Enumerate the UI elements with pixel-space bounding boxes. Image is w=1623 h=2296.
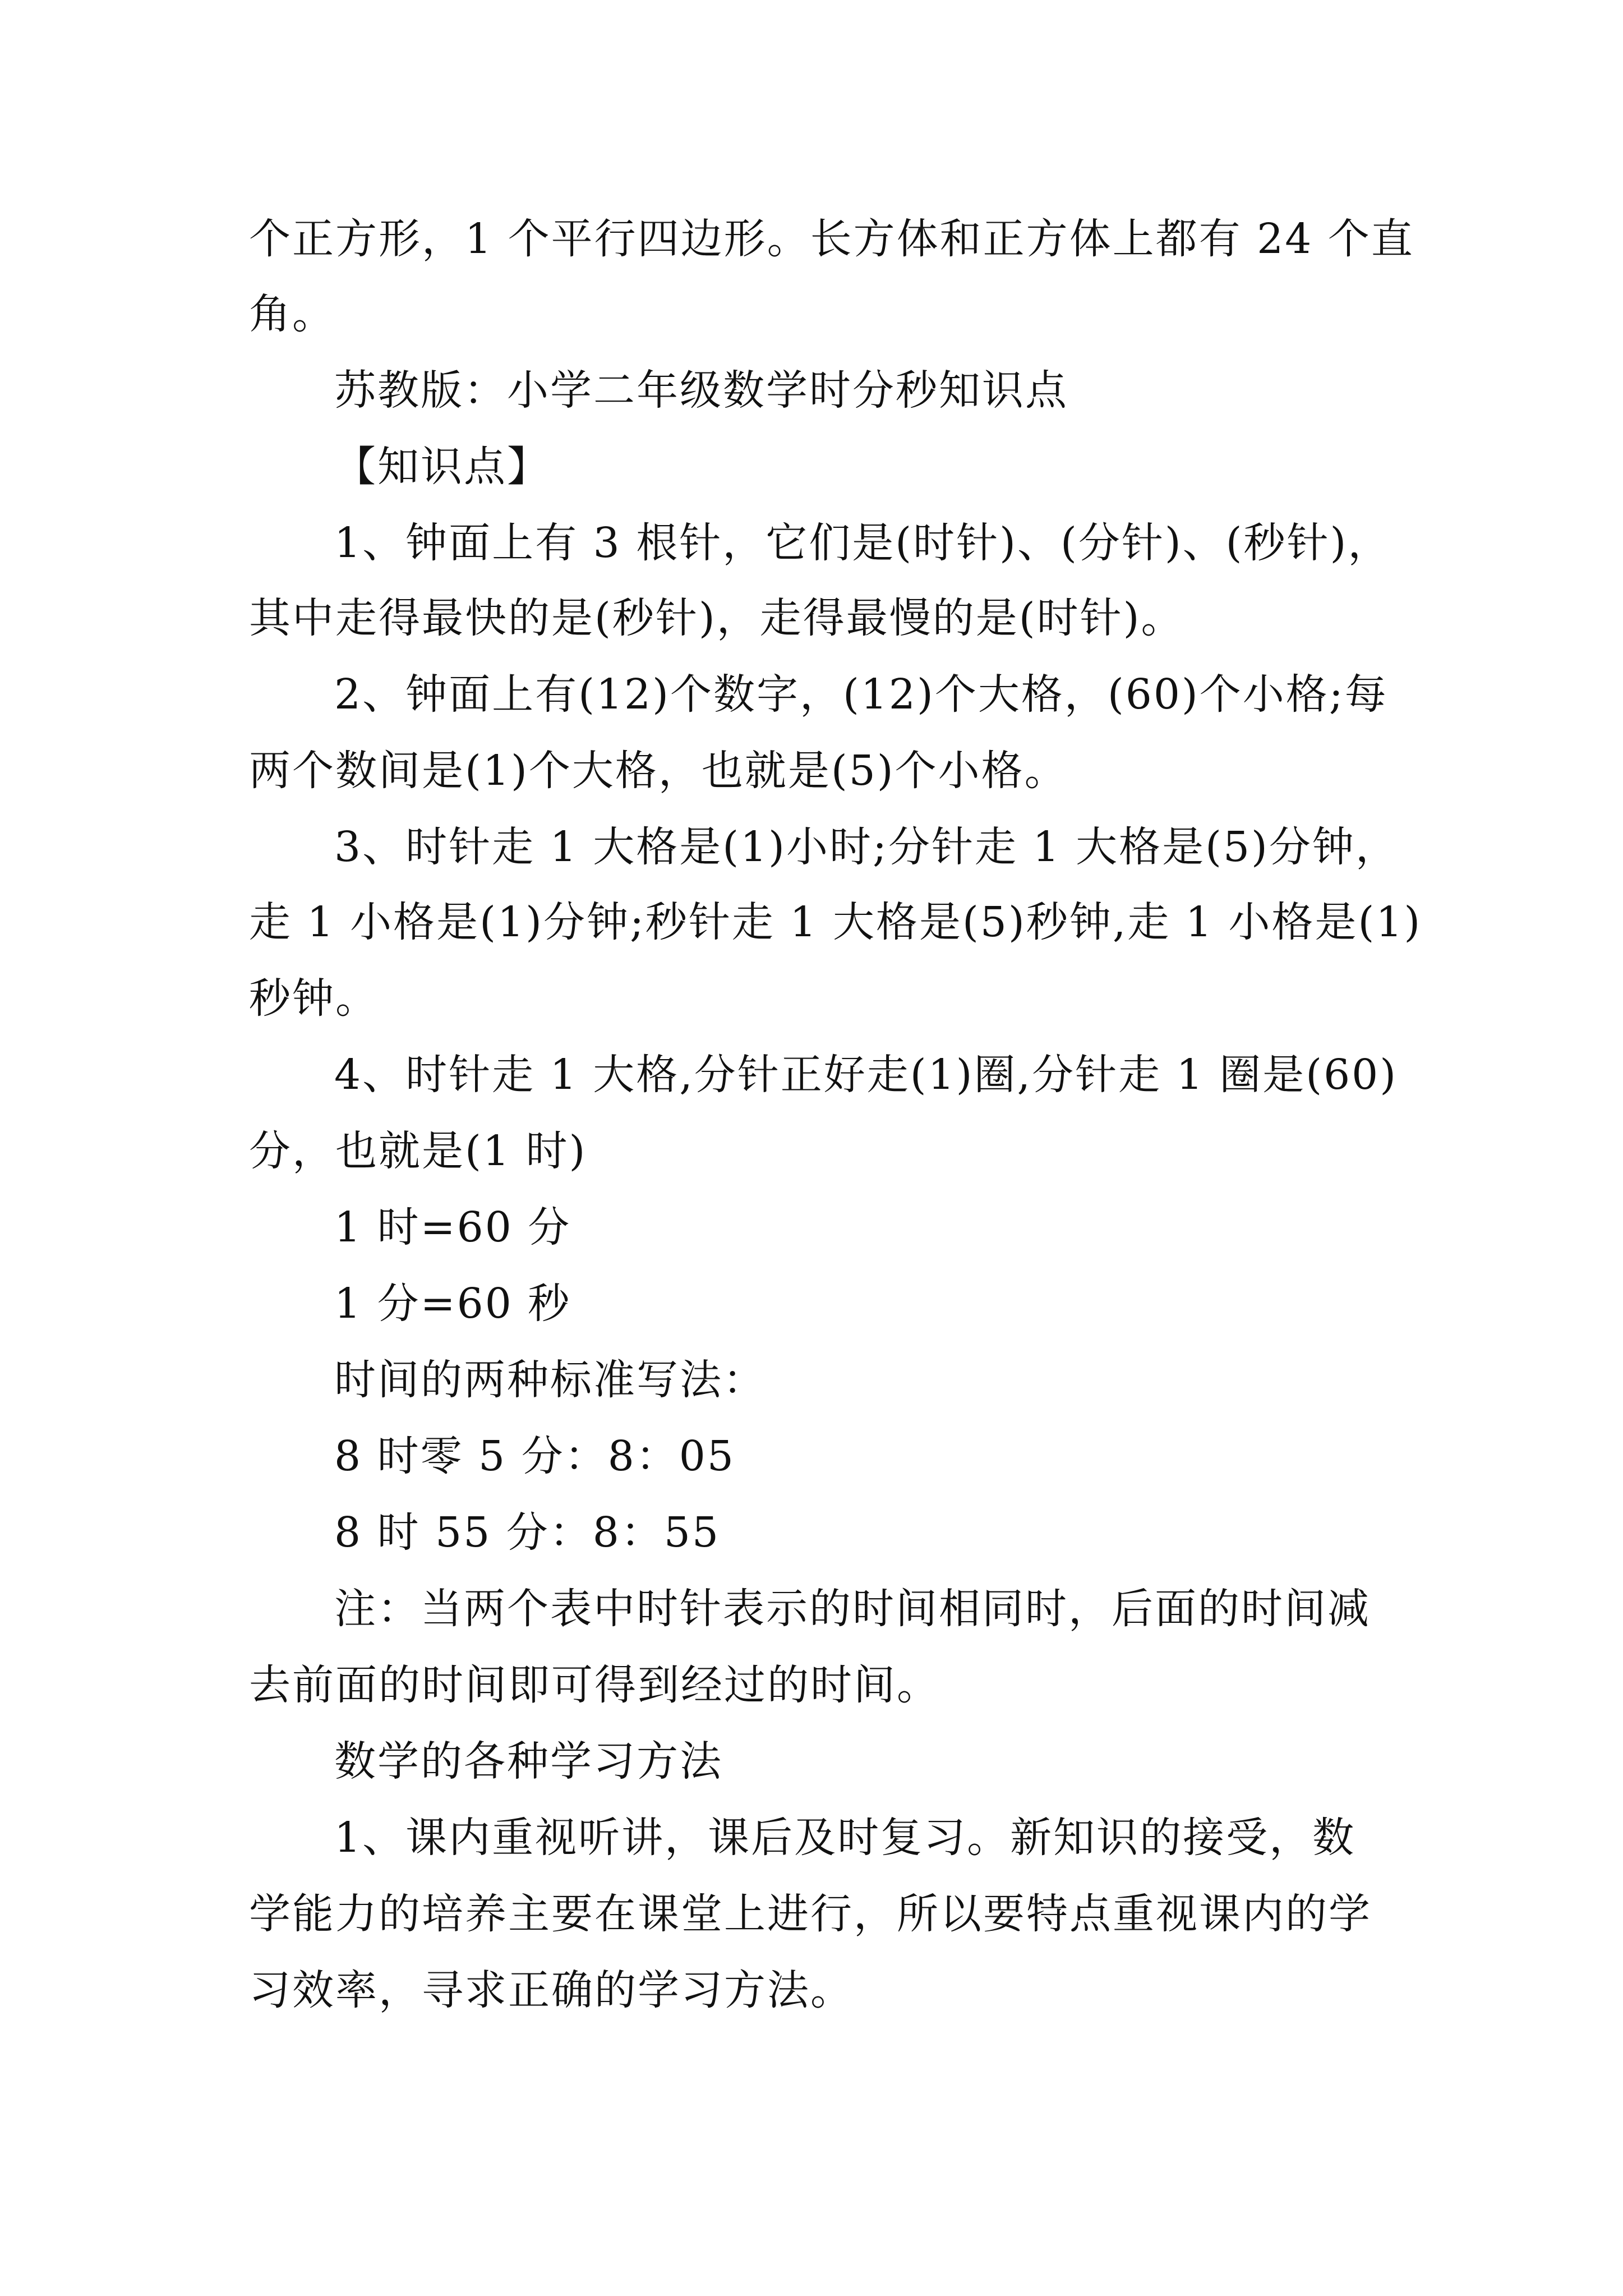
text-line: 4、时针走 1 大格,分针正好走(1)圈,分针走 1 圈是(60) (334, 1051, 1398, 1099)
section-heading: 数学的各种学习方法 (334, 1737, 723, 1786)
text-line: 走 1 小格是(1)分钟;秒针走 1 大格是(5)秒钟,走 1 小格是(1) (249, 898, 1422, 946)
text-line: 1、钟面上有 3 根针，它们是(时针)、(分针)、(秒针)， (334, 519, 1391, 567)
text-line: 1 时=60 分 (334, 1203, 571, 1251)
text-line: 2、钟面上有(12)个数字，(12)个大格，(60)个小格;每 (334, 670, 1388, 719)
text-line: 3、时针走 1 大格是(1)小时;分针走 1 大格是(5)分钟， (334, 823, 1399, 871)
text-line: 其中走得最快的是(秒针)，走得最慢的是(时针)。 (249, 594, 1184, 642)
text-line: 个正方形，1 个平行四边形。长方体和正方体上都有 24 个直 (249, 215, 1414, 263)
text-line: 秒钟。 (249, 974, 379, 1023)
text-line: 8 时零 5 分：8：05 (334, 1432, 735, 1480)
text-line: 学能力的培养主要在课堂上进行，所以要特点重视课内的学 (249, 1890, 1372, 1938)
text-line: 8 时 55 分：8：55 (334, 1508, 721, 1557)
text-line: 1 分=60 秒 (334, 1280, 571, 1328)
text-line: 时间的两种标准写法： (334, 1356, 766, 1404)
text-line: 角。 (249, 290, 335, 338)
text-line: 去前面的时间即可得到经过的时间。 (249, 1661, 940, 1709)
text-line: 分，也就是(1 时) (249, 1127, 587, 1175)
section-heading: 【知识点】 (334, 443, 550, 491)
text-line: 两个数间是(1)个大格，也就是(5)个小格。 (249, 747, 1068, 795)
text-line: 注：当两个表中时针表示的时间相同时，后面的时间减 (334, 1585, 1371, 1633)
text-line: 习效率，寻求正确的学习方法。 (249, 1966, 854, 2014)
text-line: 1、课内重视听讲，课后及时复习。新知识的接受，数 (334, 1814, 1356, 1862)
section-heading: 苏教版：小学二年级数学时分秒知识点 (334, 366, 1068, 415)
